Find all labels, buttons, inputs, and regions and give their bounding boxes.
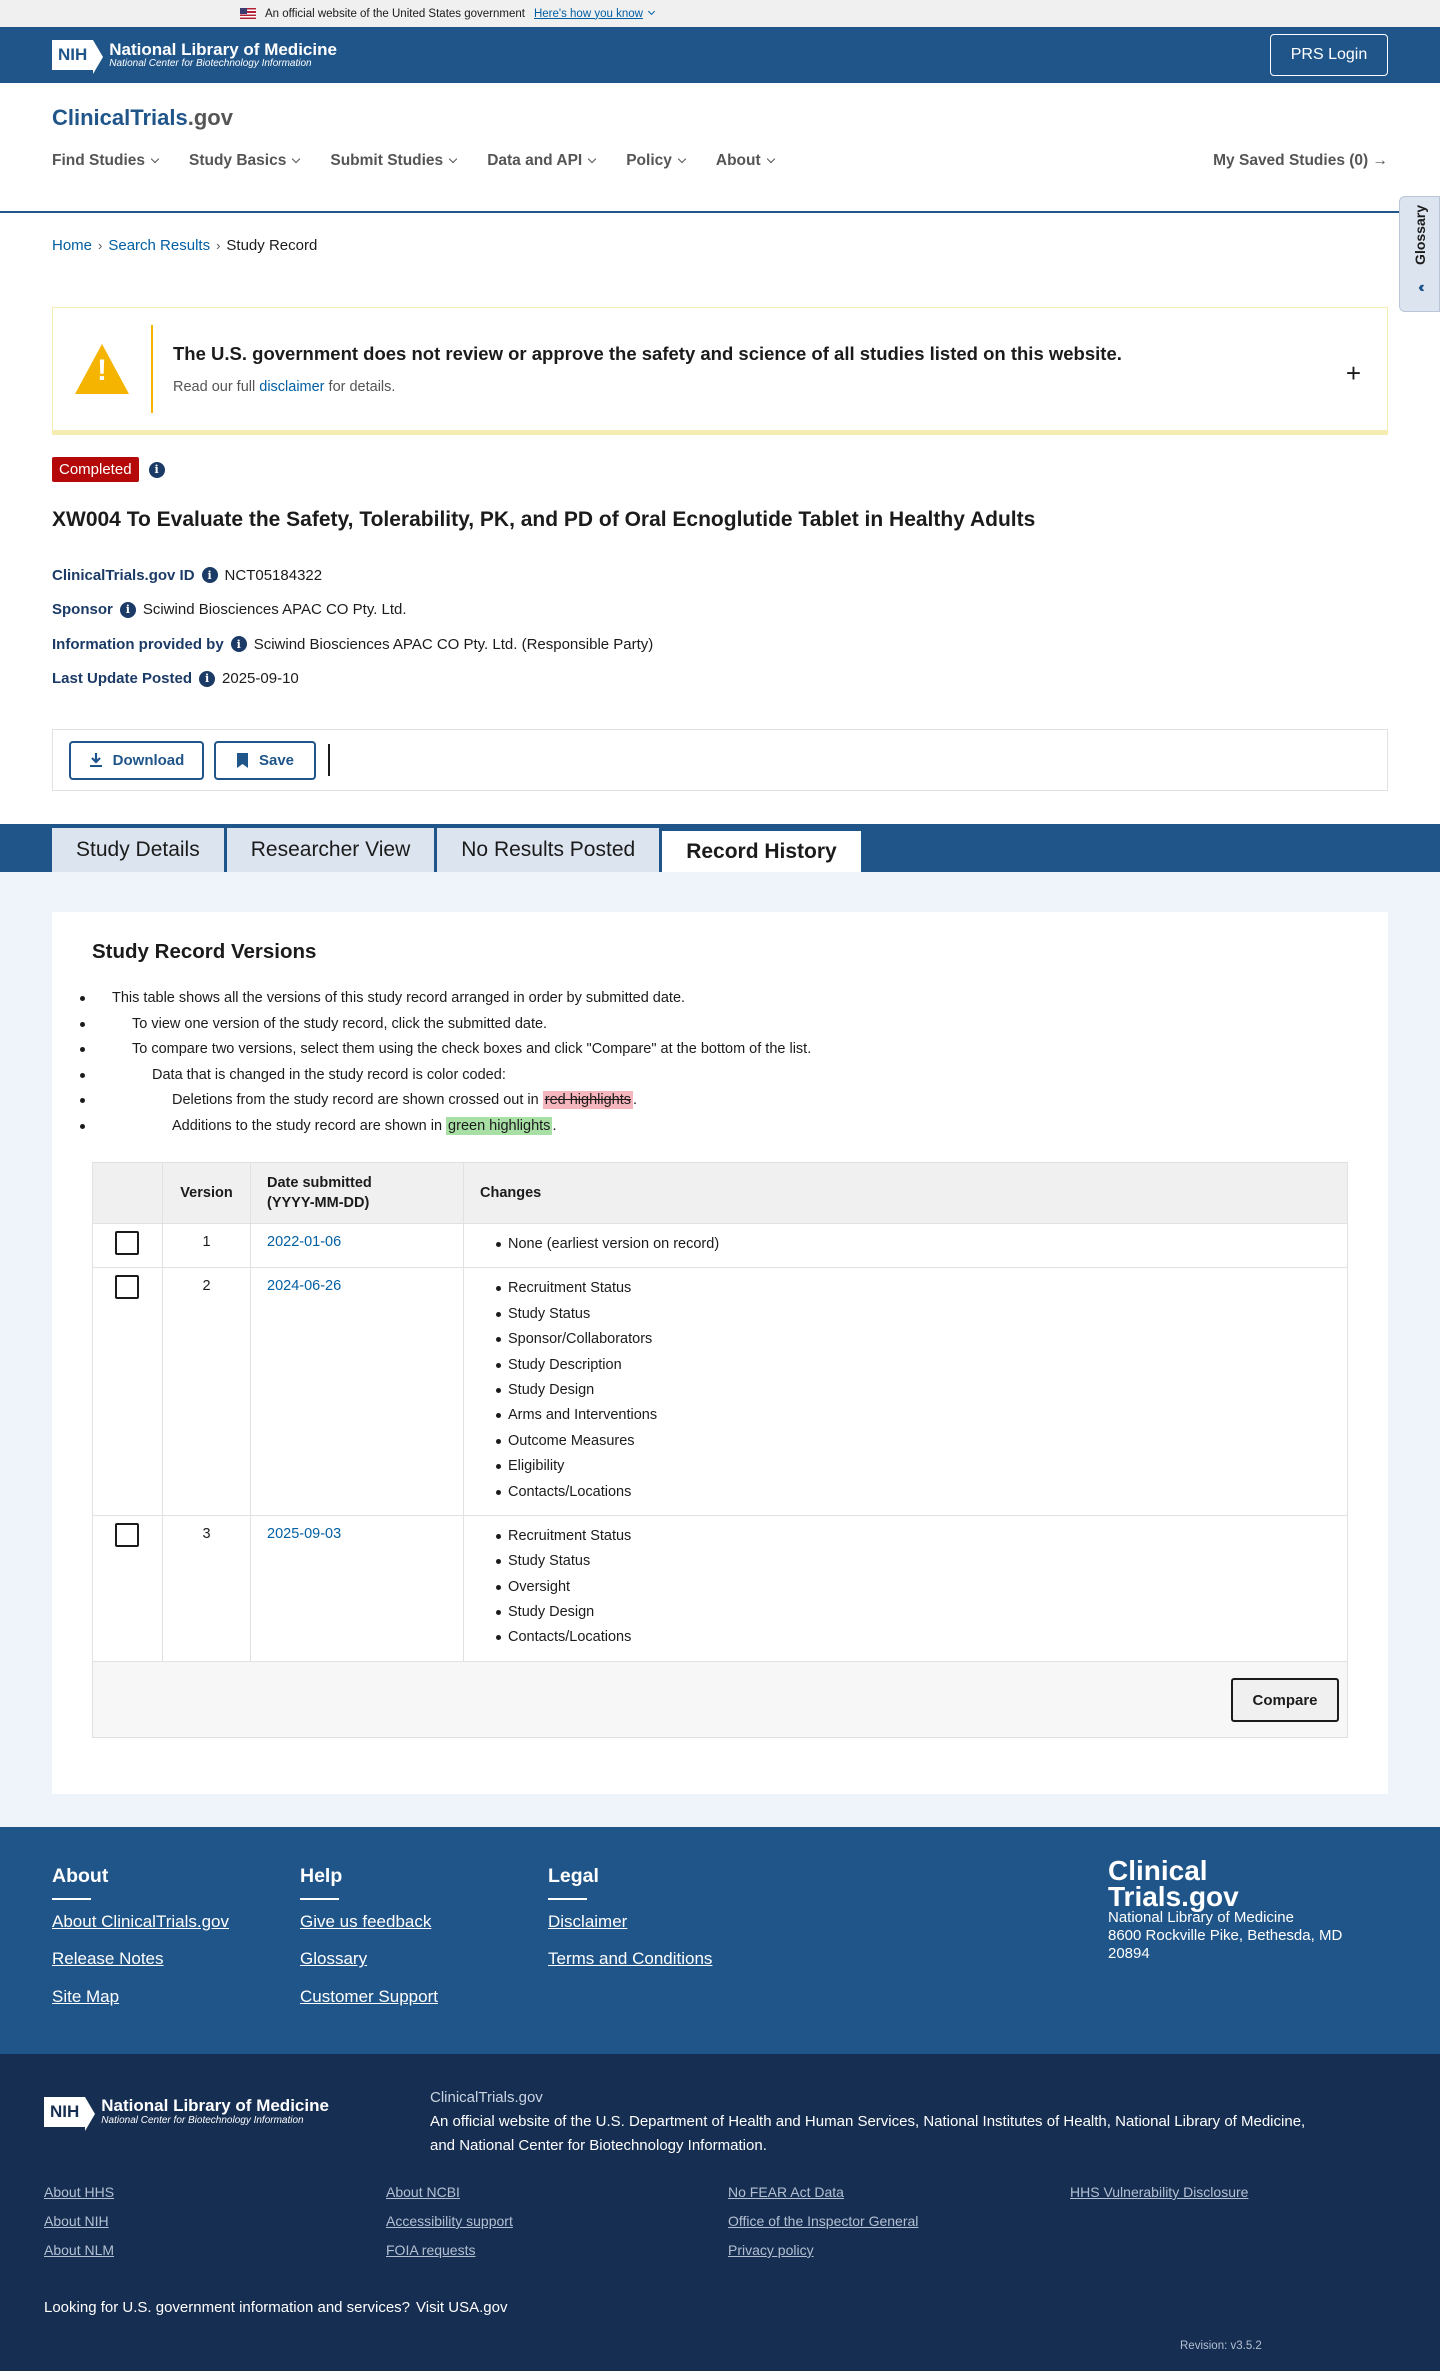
info-icon[interactable]: i (120, 602, 136, 618)
agency-link[interactable]: About NIH (44, 2212, 109, 2229)
disclaimer-alert (52, 307, 1388, 435)
instruction-item: This table shows all the versions of this study record arranged in order by submitted date. (92, 986, 1348, 1012)
nav-policy[interactable]: Policy (626, 152, 685, 170)
instructions-list (92, 986, 1348, 1139)
study-id-row: ClinicalTrials.gov ID i NCT05184322 (52, 566, 323, 584)
save-button[interactable]: Save (214, 741, 316, 780)
gov-banner (0, 0, 1440, 27)
bookmark-icon (236, 752, 249, 769)
nav-about[interactable]: About (716, 152, 774, 170)
footer-help-column (300, 1865, 438, 2025)
download-button[interactable]: Download (69, 741, 204, 780)
footer-link[interactable]: Site Map (52, 1986, 120, 2006)
usa-gov-notice: Looking for U.S. government information and services? Visit USA.gov (44, 2298, 508, 2316)
version-date-link[interactable]: 2022-01-06 (267, 1234, 342, 1250)
nlm-footer (0, 2054, 1440, 2371)
deletion-highlight-sample: red highlights (544, 1092, 631, 1108)
disclaimer-link[interactable]: disclaimer (259, 379, 325, 395)
record-history-section (0, 872, 1440, 1827)
ncbi-subtitle: National Center for Biotechnology Information (101, 2115, 304, 2127)
table-row (93, 1268, 1348, 1516)
toolbar-divider (328, 744, 330, 776)
study-id-value: NCT05184322 (224, 566, 323, 584)
tab-no-results-posted[interactable]: No Results Posted (437, 828, 662, 872)
glossary-tab[interactable] (1399, 196, 1440, 312)
change-item: Oversight (508, 1577, 1331, 1602)
change-item: Study Status (508, 1551, 1331, 1576)
compare-button[interactable]: Compare (1231, 1678, 1339, 1722)
table-row (93, 1515, 1348, 1661)
breadcrumb (0, 235, 1440, 255)
changes-list (480, 1526, 1331, 1653)
expand-alert-button[interactable]: + (1345, 358, 1361, 388)
chevron-down-icon (151, 155, 159, 163)
version-checkbox[interactable] (115, 1523, 139, 1547)
version-checkbox[interactable] (115, 1275, 139, 1299)
breadcrumb-home[interactable]: Home (52, 236, 93, 254)
nav-find-studies[interactable]: Find Studies (52, 152, 158, 170)
change-item: Study Description (508, 1355, 1331, 1380)
section-heading: Study Record Versions (92, 940, 317, 963)
site-navigation (0, 83, 1440, 213)
footer-legal-column (548, 1865, 712, 1987)
tab-researcher-view[interactable]: Researcher View (227, 828, 438, 872)
study-tabs (0, 824, 1440, 872)
chevron-down-icon (678, 155, 686, 163)
prs-login-button[interactable]: PRS Login (1270, 34, 1388, 76)
versions-table (92, 1162, 1348, 1738)
alert-body: Read our full disclaimer for details. (173, 379, 396, 395)
changes-list (480, 1234, 1331, 1259)
study-header (0, 457, 1440, 696)
change-item: Eligibility (508, 1456, 1331, 1481)
provided-by-row: Information provided by i Sciwind Biosciences APAC CO Pty. Ltd. (Responsible Party) (52, 635, 654, 653)
agency-link[interactable]: About NCBI (386, 2183, 460, 2200)
footer-address: National Library of Medicine 8600 Rockville Pike, Bethesda, MD 20894 (1108, 1909, 1343, 1963)
nlm-title: National Library of Medicine (101, 2096, 329, 2116)
footer-rule (52, 1898, 91, 1900)
us-flag-icon (240, 8, 256, 19)
record-history-panel (52, 912, 1388, 1794)
footer-link[interactable]: Disclaimer (548, 1911, 628, 1931)
change-item: Recruitment Status (508, 1278, 1331, 1303)
change-item: Study Design (508, 1602, 1331, 1627)
visit-usa-gov-link[interactable]: Visit USA.gov (416, 2298, 508, 2316)
footer-nlm-logo[interactable] (44, 2097, 329, 2127)
table-footer-row (93, 1661, 1348, 1737)
agency-link[interactable]: HHS Vulnerability Disclosure (1070, 2183, 1249, 2200)
double-chevron-left-icon: ‹‹ (1418, 279, 1421, 296)
nlm-logo[interactable] (52, 40, 337, 70)
footer-rule (300, 1898, 339, 1900)
arrow-right-icon: → (1372, 152, 1388, 169)
change-item: Contacts/Locations (508, 1482, 1331, 1507)
footer-about-column (52, 1865, 229, 2025)
chevron-down-icon (766, 155, 774, 163)
instruction-item: Data that is changed in the study record is color coded: (92, 1063, 1348, 1089)
changes-column-header: Changes (464, 1163, 1348, 1224)
alert-divider (151, 325, 153, 413)
agency-link[interactable]: FOIA requests (386, 2241, 476, 2258)
instruction-item: Additions to the study record are shown in green highlights . (92, 1114, 1348, 1140)
footer-heading: About (52, 1864, 109, 1887)
agency-link[interactable]: Privacy policy (728, 2241, 814, 2258)
agency-link[interactable]: Office of the Inspector General (728, 2212, 919, 2229)
nih-header (0, 27, 1440, 83)
version-date-link[interactable]: 2024-06-26 (267, 1278, 342, 1295)
footer-link[interactable]: Customer Support (300, 1986, 438, 2006)
nlm-title: National Library of Medicine (109, 39, 337, 59)
glossary-label: Glossary (1411, 205, 1428, 265)
changes-list (480, 1278, 1331, 1507)
change-item: Study Design (508, 1380, 1331, 1405)
hhs-link[interactable]: U.S. Department of Health and Human Services (595, 2112, 915, 2130)
footer-link[interactable]: Release Notes (52, 1949, 164, 1969)
info-icon[interactable]: i (202, 567, 218, 583)
ncbi-subtitle: National Center for Biotechnology Information (109, 58, 312, 70)
change-item: Outcome Measures (508, 1431, 1331, 1456)
info-icon[interactable]: i (231, 636, 247, 652)
version-column-header: Version (163, 1163, 251, 1224)
clinicaltrials-logo[interactable]: ClinicalTrials.gov (52, 105, 233, 130)
agency-link[interactable]: About HHS (44, 2183, 115, 2200)
footer-link[interactable]: Terms and Conditions (548, 1949, 713, 1969)
change-item: Contacts/Locations (508, 1627, 1331, 1652)
tab-record-history[interactable]: Record History (662, 831, 864, 872)
alert-heading: The U.S. government does not review or approve the safety and science of all studies listed on this website. (173, 343, 1122, 364)
agency-link[interactable]: Accessibility support (386, 2212, 513, 2229)
sponsor-row: Sponsor i Sciwind Biosciences APAC CO Pty. Ltd. (52, 601, 407, 619)
provided-by-value: Sciwind Biosciences APAC CO Pty. Ltd. (Responsible Party) (253, 635, 654, 653)
footer-rule (548, 1898, 587, 1900)
agency-link[interactable]: About NLM (44, 2241, 115, 2258)
nav-data-and-api[interactable]: Data and API (487, 152, 595, 170)
footer-heading: Help (300, 1864, 343, 1887)
instruction-item: To compare two versions, select them using the check boxes and click "Compare" at the bottom of the list. (92, 1037, 1348, 1063)
instruction-item: To view one version of the study record, click the submitted date. (92, 1012, 1348, 1038)
my-saved-studies-link[interactable]: My Saved Studies (0) → (1213, 152, 1388, 169)
version-checkbox[interactable] (115, 1231, 139, 1255)
breadcrumb-separator: › (98, 237, 103, 253)
breadcrumb-search-results[interactable]: Search Results (108, 236, 211, 254)
footer-brand (1108, 1854, 1343, 1964)
nih-link[interactable]: National Institutes of Health (923, 2112, 1107, 2130)
last-update-value: 2025-09-10 (222, 670, 299, 688)
heres-how-you-know-link[interactable]: Here's how you know (534, 8, 654, 20)
download-icon (89, 752, 103, 768)
sponsor-value: Sciwind Biosciences APAC CO Pty. Ltd. (142, 601, 407, 619)
tab-study-details[interactable]: Study Details (52, 828, 227, 872)
change-item: Recruitment Status (508, 1526, 1331, 1551)
version-number: 3 (163, 1515, 251, 1661)
breadcrumb-current: Study Record (226, 236, 318, 254)
chevron-down-icon (648, 8, 655, 15)
footer-link[interactable]: About ClinicalTrials.gov (52, 1911, 229, 1931)
table-header-row (93, 1163, 1348, 1224)
nav-study-basics[interactable]: Study Basics (189, 152, 299, 170)
select-column-header (93, 1163, 163, 1224)
change-item: Study Status (508, 1304, 1331, 1329)
footer-link[interactable]: Give us feedback (300, 1911, 432, 1931)
nav-submit-studies[interactable]: Submit Studies (330, 152, 456, 170)
official-website-text: ClinicalTrials.gov An official website of the U.S. Department of Health and Human Services, National Institutes of Health, National Library of Medicine, and National Center for Biotechnology Information. (430, 2088, 1306, 2154)
footer-heading: Legal (548, 1864, 599, 1887)
info-icon[interactable]: i (149, 462, 165, 478)
agency-links (44, 2184, 1412, 2271)
chevron-down-icon (449, 155, 457, 163)
date-column-header: Date submitted (YYYY-MM-DD) (251, 1163, 464, 1224)
agency-link[interactable]: No FEAR Act Data (728, 2183, 844, 2200)
nlm-link[interactable]: National Library of Medicine (1115, 2112, 1302, 2130)
chevron-down-icon (292, 155, 300, 163)
nih-logo-box: NIH (52, 40, 93, 70)
chevron-down-icon (588, 155, 596, 163)
action-bar (52, 729, 1388, 791)
site-footer (0, 1827, 1440, 2054)
change-item: None (earliest version on record) (508, 1234, 1331, 1259)
info-icon[interactable]: i (199, 671, 215, 687)
ncbi-link[interactable]: National Center for Biotechnology Information (459, 2136, 763, 2154)
change-item: Sponsor/Collaborators (508, 1329, 1331, 1354)
instruction-item: Deletions from the study record are shown crossed out in red highlights . (92, 1088, 1348, 1114)
footer-ctgov-logo[interactable]: Clinical Trials.gov (1108, 1854, 1239, 1912)
addition-highlight-sample: green highlights (448, 1117, 551, 1134)
revision-label: Revision: v3.5.2 (1180, 2339, 1262, 2352)
nih-logo-box: NIH (44, 2097, 85, 2127)
gov-banner-text: An official website of the United States government (265, 7, 525, 20)
version-date-link[interactable]: 2025-09-03 (267, 1525, 342, 1542)
status-badge: Completed (52, 457, 139, 482)
version-number: 2 (163, 1268, 251, 1516)
last-update-row: Last Update Posted i 2025-09-10 (52, 670, 299, 688)
study-title: XW004 To Evaluate the Safety, Tolerability, PK, and PD of Oral Ecnoglutide Tablet in Healthy Adults (52, 508, 1036, 531)
change-item: Arms and Interventions (508, 1405, 1331, 1430)
footer-link[interactable]: Glossary (300, 1949, 368, 1969)
table-row (93, 1224, 1348, 1268)
breadcrumb-separator: › (216, 237, 221, 253)
warning-icon (75, 344, 129, 394)
version-number: 1 (163, 1224, 251, 1268)
